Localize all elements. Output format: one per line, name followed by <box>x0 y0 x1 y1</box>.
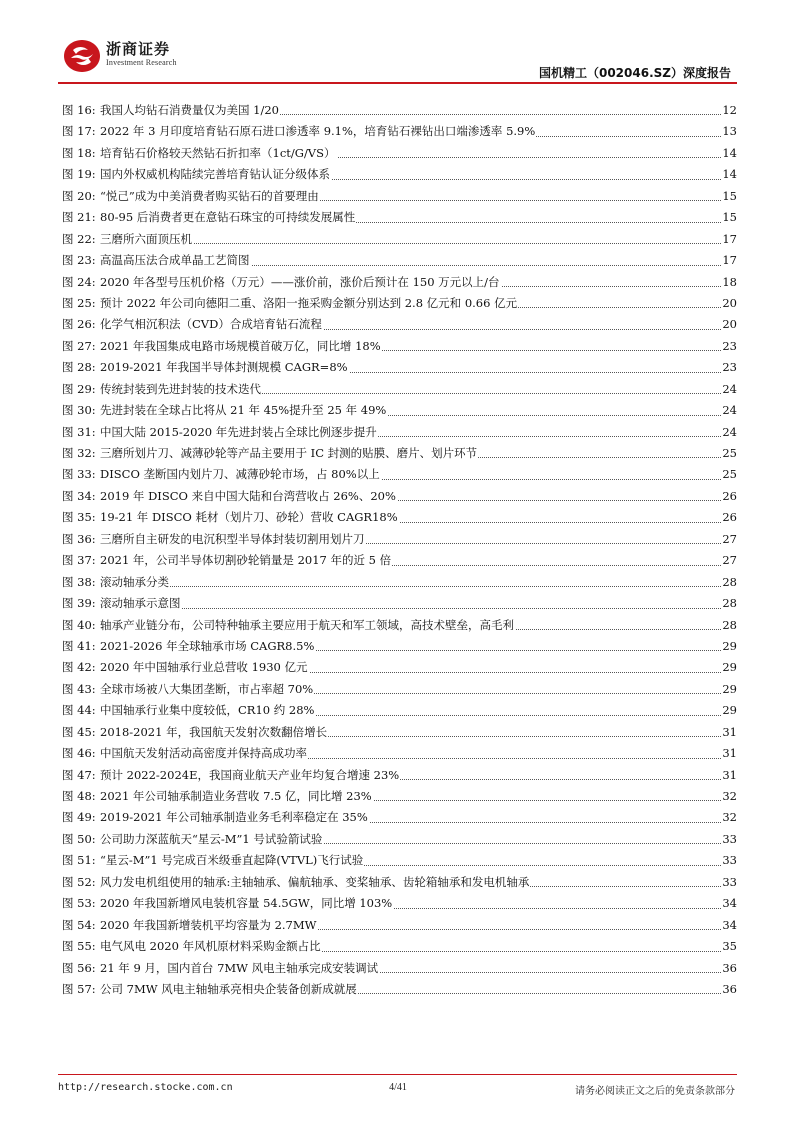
toc-page-number: 29 <box>721 657 737 678</box>
toc-figure-title[interactable]: 滚动轴承分类 <box>100 572 170 593</box>
toc-page-number: 23 <box>721 357 737 378</box>
toc-page-number: 34 <box>721 915 737 936</box>
toc-entry[interactable] <box>58 593 737 614</box>
toc-entry[interactable] <box>58 722 737 743</box>
toc-page-number: 14 <box>721 164 737 185</box>
toc-figure-label: 图 31: <box>62 424 96 439</box>
toc-page-number: 32 <box>721 786 737 807</box>
toc-figure-title[interactable]: 2019-2021 年公司轴承制造业务毛利率稳定在 35% <box>100 807 369 828</box>
toc-figure-label: 图 32: <box>62 446 96 460</box>
toc-figure-title[interactable]: “星云-M”1 号完成百米级垂直起降(VTVL)飞行试验 <box>100 850 364 871</box>
toc-figure-title[interactable]: 风力发电机组使用的轴承:主轴轴承、偏航轴承、变桨轴承、齿轮箱轴承和发电机轴承 <box>100 872 530 893</box>
toc-figure-label: 图 48: <box>62 789 96 803</box>
toc-figure-label: 图 51: <box>62 853 96 868</box>
toc-figure-label: 图 47: <box>62 767 96 782</box>
toc-figure-label: 图 53: <box>62 896 96 911</box>
toc-entry[interactable] <box>58 915 737 936</box>
toc-figure-title[interactable]: 2019 年 DISCO 来自中国大陆和台湾营收占 26%、20% <box>100 486 397 507</box>
toc-figure-title[interactable]: 化学气相沉积法（CVD）合成培育钻石流程 <box>100 314 323 335</box>
toc-figure-label: 图 56: <box>62 960 96 975</box>
toc-figure-title[interactable]: 21 年 9 月，国内首台 7MW 风电主轴承完成安装调试 <box>100 958 379 979</box>
toc-entry[interactable] <box>58 121 737 142</box>
toc-entry[interactable] <box>58 979 737 1000</box>
toc-entry[interactable] <box>58 743 737 764</box>
toc-figure-title[interactable]: 中国航天发射活动高密度并保持高成功率 <box>100 743 308 764</box>
toc-page-number: 34 <box>721 893 737 914</box>
toc-entry[interactable] <box>58 893 737 914</box>
brand-name-en: Investment Research <box>106 58 177 67</box>
toc-figure-label: 图 37: <box>62 553 96 568</box>
toc-figure-label: 图 25: <box>62 295 96 310</box>
toc-figure-label: 图 45: <box>62 724 96 739</box>
toc-page-number: 28 <box>721 593 737 614</box>
brand <box>106 40 177 68</box>
toc-figure-title[interactable]: 公司助力深蓝航天“星云-M”1 号试验箭试验 <box>100 829 323 850</box>
toc-figure-title[interactable]: 培育钻石价格较天然钻石折扣率（1ct/G/VS） <box>100 143 337 164</box>
toc-entry[interactable] <box>58 615 737 636</box>
toc-figure-title[interactable]: 2021 年，公司半导体切割砂轮销量是 2017 年的近 5 倍 <box>100 550 392 571</box>
toc-entry[interactable] <box>58 550 737 571</box>
toc-page-number: 15 <box>721 207 737 228</box>
footer-divider <box>58 1074 737 1075</box>
toc-entry[interactable] <box>58 100 737 121</box>
toc-figure-label: 图 17: <box>62 124 96 139</box>
toc-entry[interactable] <box>58 636 737 657</box>
zheshang-logo-icon <box>62 38 102 74</box>
toc-page-number: 13 <box>721 121 737 142</box>
toc-page-number: 24 <box>721 400 737 421</box>
toc-figure-title[interactable]: 2020 年中国轴承行业总营收 1930 亿元 <box>100 657 309 678</box>
toc-figure-title[interactable]: 2021 年公司轴承制造业务营收 7.5 亿，同比增 23% <box>100 786 373 807</box>
toc-figure-label: 图 52: <box>62 874 96 889</box>
toc-dot-leader <box>100 608 723 609</box>
toc-figure-title[interactable]: 轴承产业链分布，公司特种轴承主要应用于航天和军工领域，高技术壁垒，高毛利 <box>100 615 515 636</box>
toc-figure-label: 图 57: <box>62 981 96 996</box>
toc-entry[interactable] <box>58 572 737 593</box>
toc-figure-label: 图 33: <box>62 467 96 482</box>
toc-figure-label: 图 30: <box>62 403 96 418</box>
toc-figure-title[interactable]: 三磨所六面顶压机 <box>100 229 193 250</box>
toc-figure-title[interactable]: 我国人均钻石消费量仅为美国 1/20 <box>100 100 280 121</box>
toc-page-number: 17 <box>721 250 737 271</box>
toc-figure-label: 图 29: <box>62 381 96 396</box>
toc-page-number: 31 <box>721 765 737 786</box>
toc-figure-label: 图 16: <box>62 103 96 117</box>
toc-figure-title[interactable]: 2022 年 3 月印度培育钻石原石进口渗透率 9.1%，培育钻石裸钻出口端渗透率 5.9% <box>100 121 536 142</box>
toc-figure-label: 图 49: <box>62 810 96 825</box>
toc-figure-label: 图 35: <box>62 510 96 525</box>
toc-page-number: 25 <box>721 443 737 464</box>
toc-figure-title[interactable]: 先进封装在全球占比将从 21 年 45%提升至 25 年 49% <box>100 400 387 421</box>
toc-figure-title[interactable]: 2021-2026 年全球轴承市场 CAGR8.5% <box>100 636 315 657</box>
brand-name-cn: 浙商证券 <box>106 40 171 58</box>
toc-entry[interactable] <box>58 872 737 893</box>
toc-entry[interactable] <box>58 293 737 314</box>
toc-page-number: 33 <box>721 872 737 893</box>
toc-figure-label: 图 43: <box>62 681 96 696</box>
toc-figure-title[interactable]: 预计 2022 年公司向德阳二重、洛阳一拖采购金额分别达到 2.8 亿元和 0.66 亿元 <box>100 293 518 314</box>
toc-page-number: 20 <box>721 293 737 314</box>
toc-figure-title[interactable]: DISCO 垄断国内划片刀、减薄砂轮市场，占 80%以上 <box>100 464 381 485</box>
toc-figure-title[interactable]: 全球市场被八大集团垄断，市占率超 70% <box>100 679 314 700</box>
toc-entry[interactable] <box>58 765 737 786</box>
toc-page-number: 35 <box>721 936 737 957</box>
toc-figure-label: 图 24: <box>62 274 96 289</box>
toc-entry[interactable] <box>58 400 737 421</box>
toc-figure-label: 图 54: <box>62 917 96 932</box>
toc-figure-label: 图 46: <box>62 746 96 761</box>
toc-figure-label: 图 22: <box>62 231 96 246</box>
figure-index <box>58 100 737 1000</box>
toc-page-number: 36 <box>721 979 737 1000</box>
toc-figure-title[interactable]: 高温高压法合成单晶工艺简图 <box>100 250 251 271</box>
toc-figure-label: 图 40: <box>62 617 96 632</box>
toc-figure-label: 图 28: <box>62 360 96 375</box>
toc-entry[interactable] <box>58 807 737 828</box>
toc-figure-title[interactable]: 预计 2022-2024E，我国商业航天产业年均复合增速 23% <box>100 765 400 786</box>
toc-entry[interactable] <box>58 486 737 507</box>
toc-figure-label: 图 27: <box>62 338 96 353</box>
page-header <box>0 0 793 96</box>
toc-figure-title[interactable]: 滚动轴承示意图 <box>100 593 182 614</box>
toc-page-number: 20 <box>721 314 737 335</box>
toc-figure-title[interactable]: 2018-2021 年，我国航天发射次数翻倍增长 <box>100 722 328 743</box>
toc-entry[interactable] <box>58 829 737 850</box>
toc-page-number: 28 <box>721 615 737 636</box>
toc-page-number: 15 <box>721 186 737 207</box>
toc-figure-title[interactable]: 2019-2021 年我国半导体封测规模 CAGR=8% <box>100 357 349 378</box>
toc-page-number: 28 <box>721 572 737 593</box>
toc-page-number: 24 <box>721 379 737 400</box>
toc-figure-label: 图 34: <box>62 488 96 503</box>
toc-figure-title[interactable]: 19-21 年 DISCO 耗材（划片刀、砂轮）营收 CAGR18% <box>100 507 399 528</box>
toc-page-number: 27 <box>721 550 737 571</box>
report-title: 国机精工（002046.SZ）深度报告 <box>538 66 731 80</box>
page-number: 4/41 <box>389 1082 407 1093</box>
toc-entry[interactable] <box>58 936 737 957</box>
toc-entry[interactable] <box>58 443 737 464</box>
toc-page-number: 36 <box>721 958 737 979</box>
toc-figure-label: 图 42: <box>62 660 96 675</box>
toc-page-number: 12 <box>721 100 737 121</box>
toc-page-number: 23 <box>721 336 737 357</box>
toc-entry[interactable] <box>58 357 737 378</box>
toc-entry[interactable] <box>58 250 737 271</box>
toc-entry[interactable] <box>58 229 737 250</box>
toc-figure-title[interactable]: “悦己”成为中美消费者购买钻石的首要理由 <box>100 186 320 207</box>
toc-page-number: 24 <box>721 422 737 443</box>
toc-page-number: 26 <box>721 507 737 528</box>
toc-figure-title[interactable]: 三磨所划片刀、减薄砂轮等产品主要用于 IC 封测的贴膜、磨片、划片环节 <box>100 443 478 464</box>
toc-figure-label: 图 36: <box>62 531 96 546</box>
toc-page-number: 33 <box>721 850 737 871</box>
toc-figure-label: 图 20: <box>62 188 96 203</box>
toc-figure-label: 图 39: <box>62 596 96 611</box>
toc-figure-title[interactable]: 2020 年我国新增装机平均容量为 2.7MW <box>100 915 317 936</box>
toc-page-number: 29 <box>721 679 737 700</box>
toc-figure-title[interactable]: 2021 年我国集成电路市场规模首破万亿，同比增 18% <box>100 336 382 357</box>
toc-figure-label: 图 41: <box>62 638 96 653</box>
toc-figure-title[interactable]: 中国大陆 2015-2020 年先进封装占全球比例逐步提升 <box>100 422 378 443</box>
toc-entry[interactable] <box>58 422 737 443</box>
toc-page-number: 14 <box>721 143 737 164</box>
toc-figure-label: 图 19: <box>62 167 96 182</box>
toc-figure-label: 图 44: <box>62 703 96 718</box>
toc-figure-title[interactable]: 公司 7MW 风电主轴轴承亮相央企装备创新成就展 <box>100 979 358 1000</box>
toc-figure-title[interactable]: 2020 年各型号压机价格（万元）——涨价前，涨价后预计在 150 万元以上/台 <box>100 272 501 293</box>
toc-figure-label: 图 50: <box>62 831 96 846</box>
footer-url-link[interactable]: http://research.stocke.com.cn <box>58 1082 233 1093</box>
toc-entry[interactable] <box>58 207 737 228</box>
toc-figure-title[interactable]: 80-95 后消费者更在意钻石珠宝的可持续发展属性 <box>100 207 356 228</box>
toc-page-number: 27 <box>721 529 737 550</box>
toc-entry[interactable] <box>58 700 737 721</box>
toc-dot-leader <box>100 586 723 587</box>
toc-figure-label: 图 23: <box>62 253 96 268</box>
toc-page-number: 18 <box>721 272 737 293</box>
toc-entry[interactable] <box>58 850 737 871</box>
toc-page-number: 25 <box>721 464 737 485</box>
toc-dot-leader <box>100 243 723 244</box>
toc-entry[interactable] <box>58 272 737 293</box>
toc-entry[interactable] <box>58 507 737 528</box>
toc-figure-title[interactable]: 2020 年我国新增风电装机容量 54.5GW，同比增 103% <box>100 893 393 914</box>
toc-figure-title[interactable]: 三磨所自主研发的电沉积型半导体封装切割用划片刀 <box>100 529 366 550</box>
disclaimer-note: 请务必阅读正文之后的免责条款部分 <box>575 1086 735 1097</box>
toc-figure-label: 图 21: <box>62 210 96 225</box>
toc-figure-label: 图 38: <box>62 574 96 589</box>
toc-entry[interactable] <box>58 786 737 807</box>
toc-figure-title[interactable]: 中国轴承行业集中度较低，CR10 约 28% <box>100 700 315 721</box>
toc-figure-title[interactable]: 国内外权威机构陆续完善培育钻认证分级体系 <box>100 164 331 185</box>
toc-figure-label: 图 18: <box>62 145 96 160</box>
toc-figure-title[interactable]: 传统封装到先进封装的技术迭代 <box>100 379 262 400</box>
toc-entry[interactable] <box>58 336 737 357</box>
toc-figure-label: 图 55: <box>62 939 96 954</box>
toc-entry[interactable] <box>58 143 737 164</box>
toc-entry[interactable] <box>58 186 737 207</box>
toc-entry[interactable] <box>58 529 737 550</box>
toc-entry[interactable] <box>58 958 737 979</box>
toc-page-number: 29 <box>721 700 737 721</box>
toc-entry[interactable] <box>58 679 737 700</box>
toc-entry[interactable] <box>58 464 737 485</box>
toc-page-number: 29 <box>721 636 737 657</box>
toc-page-number: 32 <box>721 807 737 828</box>
toc-page-number: 26 <box>721 486 737 507</box>
toc-page-number: 33 <box>721 829 737 850</box>
header-divider <box>58 82 737 84</box>
toc-entry[interactable] <box>58 657 737 678</box>
toc-page-number: 17 <box>721 229 737 250</box>
toc-figure-label: 图 26: <box>62 317 96 332</box>
toc-page-number: 31 <box>721 722 737 743</box>
toc-figure-title[interactable]: 电气风电 2020 年风机原材料采购金额占比 <box>100 936 322 957</box>
toc-entry[interactable] <box>58 379 737 400</box>
toc-entry[interactable] <box>58 164 737 185</box>
toc-entry[interactable] <box>58 314 737 335</box>
toc-page-number: 31 <box>721 743 737 764</box>
